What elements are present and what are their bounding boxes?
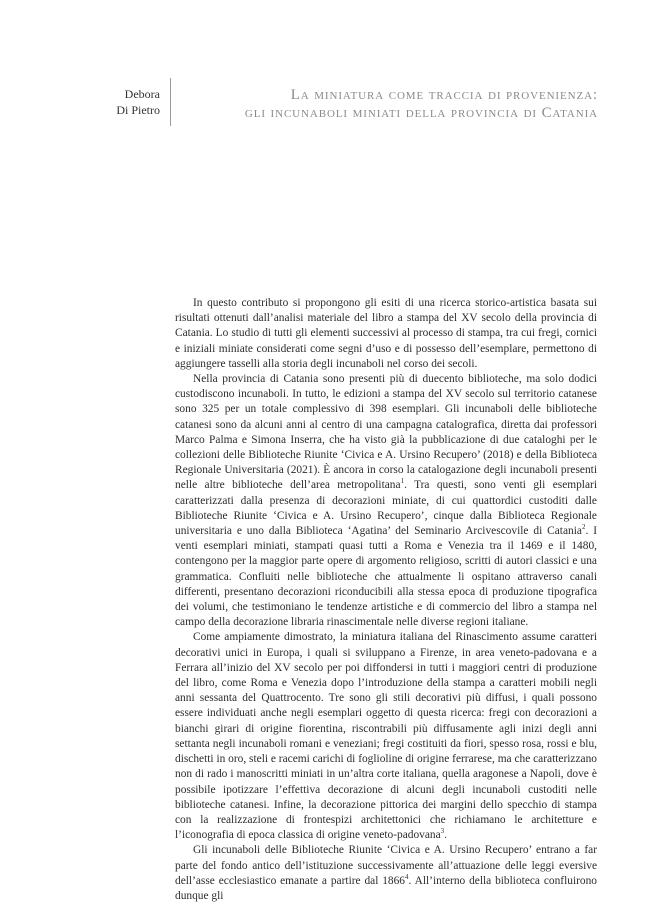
author-last-name: Di Pietro	[116, 103, 160, 117]
paragraph-1-text: In questo contributo si propongono gli esiti di una ricerca storico-artistica basata sui risultati ottenuti dall’analisi materiale del libro a stampa del XV secolo della provincia di Catania. Lo studio di tutti gli elementi successivi al processo di stampa, tra cui fregi, cornici e iniziali miniate considerati come segni d’uso e di possesso dell’esemplare, permettono di aggiungere tasselli alla storia degli incunaboli nel corso dei secoli.	[175, 297, 597, 370]
paragraph-3	[175, 630, 597, 843]
paragraph-3-text-a: Come ampiamente dimostrato, la miniatura italiana del Rinascimento assume caratteri decorativi unici in Europa, i quali si sviluppano a Firenze, in area veneto-padovana e a Ferrara all’inizio del XV secolo per poi diffondersi in tutti i maggiori centri di produzione del libro, come Roma e Venezia dopo l’introduzione della stampa a caratteri mobili negli anni sessanta del Quattrocento. Tre sono gli stili decorativi più diffusi, i quali possono essere individuati anche negli esemplari oggetto di questa ricerca: fregi con decorazioni a bianchi girari di origine fiorentina, riscontrabili più diffusamente agli inizi degli anni settanta negli incunaboli romani e veneziani; fregi costituiti da fiori, spesso rosa, rossi e blu, dischetti in oro, steli e racemi carichi di foglioline di origine ferrarese, ma che caratterizzano non di rado i manoscritti miniati in un’altra corte italiana, quella aragonese a Napoli, dove è possibile ipotizzare l’effettiva decorazione di alcuni degli incunaboli custoditi nelle biblioteche catanesi. Infine, la decorazione pittorica dei margini dello specchio di stampa con la realizzazione di frontespizi architettonici che richiamano le architetture e l’iconografia di epoca classica di origine veneto-padovana	[175, 631, 597, 842]
paragraph-4	[175, 843, 597, 904]
title-line-1: La miniatura come traccia di provenienza:	[290, 87, 598, 103]
article-body	[175, 296, 597, 904]
paragraph-2-text-c: . I venti esemplari miniati, stampati quasi tutti a Roma e Venezia tra il 1469 e il 1480, contengono per la maggior parte opere di argomento religioso, scritti di autori classici e una grammatica. Confluiti nelle biblioteche che attualmente li ospitano attraverso canali differenti, presentano decorazioni riconducibili alla stessa epoca di produzione tipografica dei volumi, che testimoniano le tendenze artistiche e di commercio del libro a stampa nel campo della decorazione libraria rinascimentale nelle diverse regioni italiane.	[175, 525, 597, 629]
paragraph-4-text-a: Gli incunaboli delle Biblioteche Riunite ‘Civica e A. Ursino Recupero’ entrano a far parte del fondo antico dell’istituzione successivamente all’attuazione delle leggi eversive dell’asse ecclesiastico emanate a partire dal 1866	[175, 844, 597, 887]
paragraph-1	[175, 296, 597, 372]
title-line-2: gli incunaboli miniati della provincia di Catania	[244, 105, 598, 121]
author-name	[96, 86, 160, 118]
paragraph-3-text-b: .	[444, 829, 448, 842]
footnote-ref-2[interactable]: 2	[581, 523, 586, 532]
paragraph-2-text-b: . Tra questi, sono venti gli esemplari caratterizzati dalla presenza di decorazioni miniate, di cui quattordici custoditi dalle Biblioteche Riunite ‘Civica e A. Ursino Recupero’, cinque dalla Biblioteca Regionale universitaria e uno dalla Biblioteca ‘Agatina’ del Seminario Arcivescovile di Catania	[175, 479, 597, 538]
header-divider	[170, 78, 171, 126]
footnote-ref-3[interactable]: 3	[440, 827, 445, 836]
footnote-ref-4[interactable]: 4	[405, 872, 409, 881]
article-title	[198, 86, 598, 122]
footnote-ref-1[interactable]: 1	[400, 477, 405, 486]
author-first-name: Debora	[124, 87, 160, 101]
paragraph-2	[175, 372, 597, 630]
paragraph-2-text-a: Nella provincia di Catania sono presenti più di duecento biblioteche, ma solo dodici custodiscono incunaboli. In tutto, le edizioni a stampa del XV secolo sul territorio catanese sono 325 per un totale complessivo di 398 esemplari. Gli incunaboli delle biblioteche catanesi sono da alcuni anni al centro di una campagna catalografica, diretta dai professori Marco Palma e Simona Inserra, che ha visto già la pubblicazione di due cataloghi per le collezioni delle Biblioteche Riunite ‘Civica e A. Ursino Recupero’ (2018) e della Biblioteca Regionale Universitaria (2021). È ancora in corso la catalogazione degli incunaboli presenti nelle altre biblioteche dell’area metropolitana	[175, 373, 597, 492]
paragraph-4-text-b: . All’interno della biblioteca confluirono dunque gli	[175, 874, 597, 902]
